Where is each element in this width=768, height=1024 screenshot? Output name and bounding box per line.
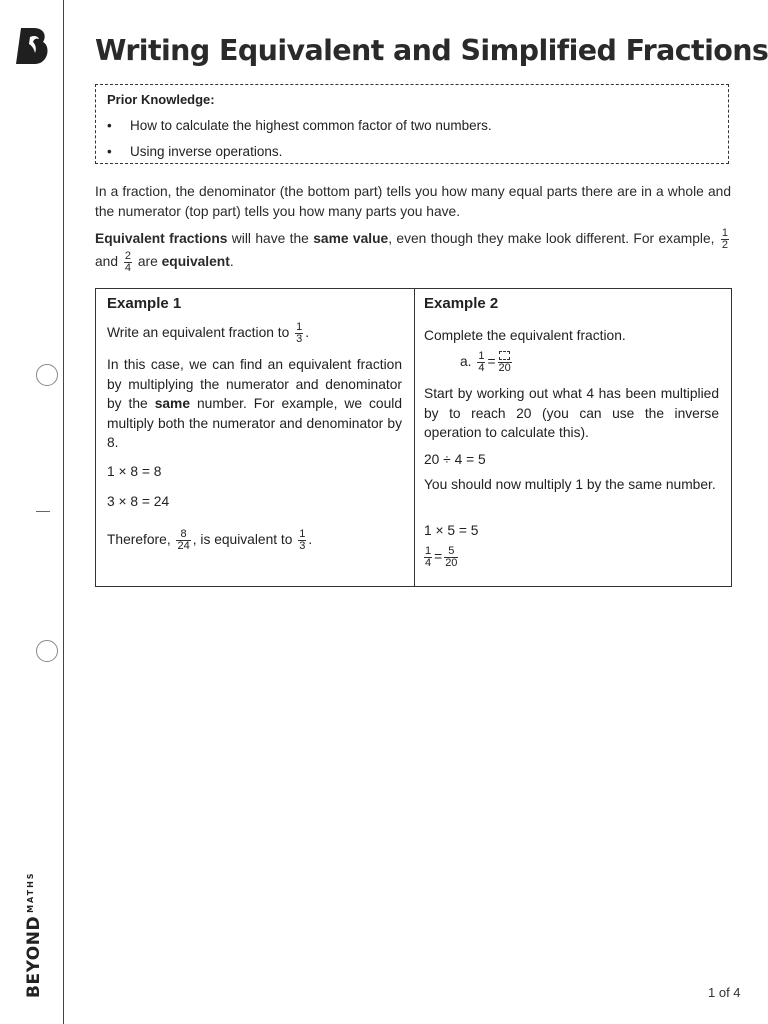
text: , even though they make look different. For example, [388, 231, 719, 247]
prior-knowledge-item [107, 144, 282, 159]
text: are [133, 254, 162, 270]
denominator: 4 [124, 262, 131, 274]
bullet: • [107, 144, 112, 159]
prior-knowledge-box [95, 84, 729, 164]
numerator: 2 [124, 250, 131, 262]
example-2-explanation: Start by working out what 4 has been multiplied by to reach 20 (you can use the inverse operation to calculate this). [424, 386, 719, 440]
brand-sub: MATHS [26, 871, 35, 913]
text: . [308, 532, 313, 548]
examples-table [95, 288, 732, 587]
text: , is equivalent to [192, 532, 297, 548]
example-1-heading: Example 1 [107, 295, 182, 312]
denominator: 4 [425, 557, 432, 569]
numerator: 1 [425, 545, 432, 557]
term-same: same [154, 396, 190, 411]
term-same-value: same value [313, 231, 389, 247]
denominator: 20 [498, 362, 511, 374]
example-2-instruction: You should now multiply 1 by the same number. [424, 477, 716, 492]
numerator: 1 [299, 528, 306, 540]
fraction [477, 351, 485, 374]
example-2-question: Complete the equivalent fraction. [424, 328, 626, 343]
text: and [95, 254, 122, 270]
fraction [721, 228, 729, 251]
example-1-explanation [107, 355, 402, 453]
margin-line [63, 0, 64, 1024]
example-1-calc-denominator: 3 × 8 = 24 [107, 494, 170, 509]
term-equivalent: equivalent [161, 254, 230, 270]
example-2-calc-division: 20 ÷ 4 = 5 [424, 452, 486, 467]
example-2-heading: Example 2 [424, 295, 499, 312]
page-title: Writing Equivalent and Simplified Fractions [95, 34, 768, 67]
example-2-answer [424, 546, 719, 569]
punch-hole-top [36, 364, 58, 386]
text: . [229, 254, 234, 270]
example-1-calc-numerator: 1 × 8 = 8 [107, 464, 162, 479]
beyond-logo-icon [16, 26, 50, 66]
prior-knowledge-text: How to calculate the highest common factor of two numbers. [130, 118, 492, 133]
bullet: • [107, 118, 112, 133]
blank-box [499, 351, 510, 360]
text: will have the [227, 231, 314, 247]
term-equivalent-fractions: Equivalent fractions [95, 231, 228, 247]
denominator: 3 [299, 540, 306, 552]
column-divider [414, 289, 415, 586]
prior-knowledge-text: Using inverse operations. [130, 144, 283, 159]
denominator: 20 [445, 557, 458, 569]
prior-knowledge-heading: Prior Knowledge: [107, 92, 215, 107]
numerator: 5 [444, 546, 458, 558]
denominator: 3 [296, 333, 303, 345]
text: . [305, 325, 310, 341]
text: Write an equivalent fraction to [107, 325, 294, 341]
intro-paragraph: In a fraction, the denominator (the bottom part) tells you how many equal parts there are in a whole and the numerator (top part) tells you how many parts you have. [95, 184, 731, 219]
denominator: 2 [721, 239, 728, 251]
brand-name: BEYOND [24, 915, 44, 998]
example-1-conclusion [107, 529, 402, 552]
fraction [124, 251, 132, 274]
fraction [444, 546, 458, 569]
fraction [424, 546, 432, 569]
fraction [176, 529, 190, 552]
numerator: 1 [296, 321, 303, 333]
text: number. For example, we could multiply both the numerator and denominator by 8. [107, 396, 402, 450]
denominator: 24 [177, 540, 190, 552]
numerator: 8 [176, 529, 190, 541]
equals: = [487, 354, 496, 370]
punch-hole-bottom [36, 640, 58, 662]
denominator: 4 [478, 362, 485, 374]
numerator: 1 [721, 227, 728, 239]
fold-mark [36, 511, 50, 512]
example-1-question [107, 322, 402, 345]
example-2-part-a [460, 351, 660, 374]
equals: = [434, 549, 443, 565]
prior-knowledge-item [107, 118, 492, 133]
text: Therefore, [107, 532, 175, 548]
example-2-calc-multiply: 1 × 5 = 5 [424, 523, 479, 538]
part-label: a. [460, 354, 472, 370]
equivalent-definition [95, 228, 731, 274]
numerator: 1 [478, 350, 485, 362]
page-number: 1 of 4 [708, 985, 741, 1000]
fraction-missing-numerator [498, 351, 512, 374]
fraction [298, 529, 306, 552]
brand-vertical [24, 871, 44, 998]
text: In this case, we can find an equivalent fraction by multiplying the numerator and denominator by the [107, 357, 402, 411]
fraction [295, 322, 303, 345]
